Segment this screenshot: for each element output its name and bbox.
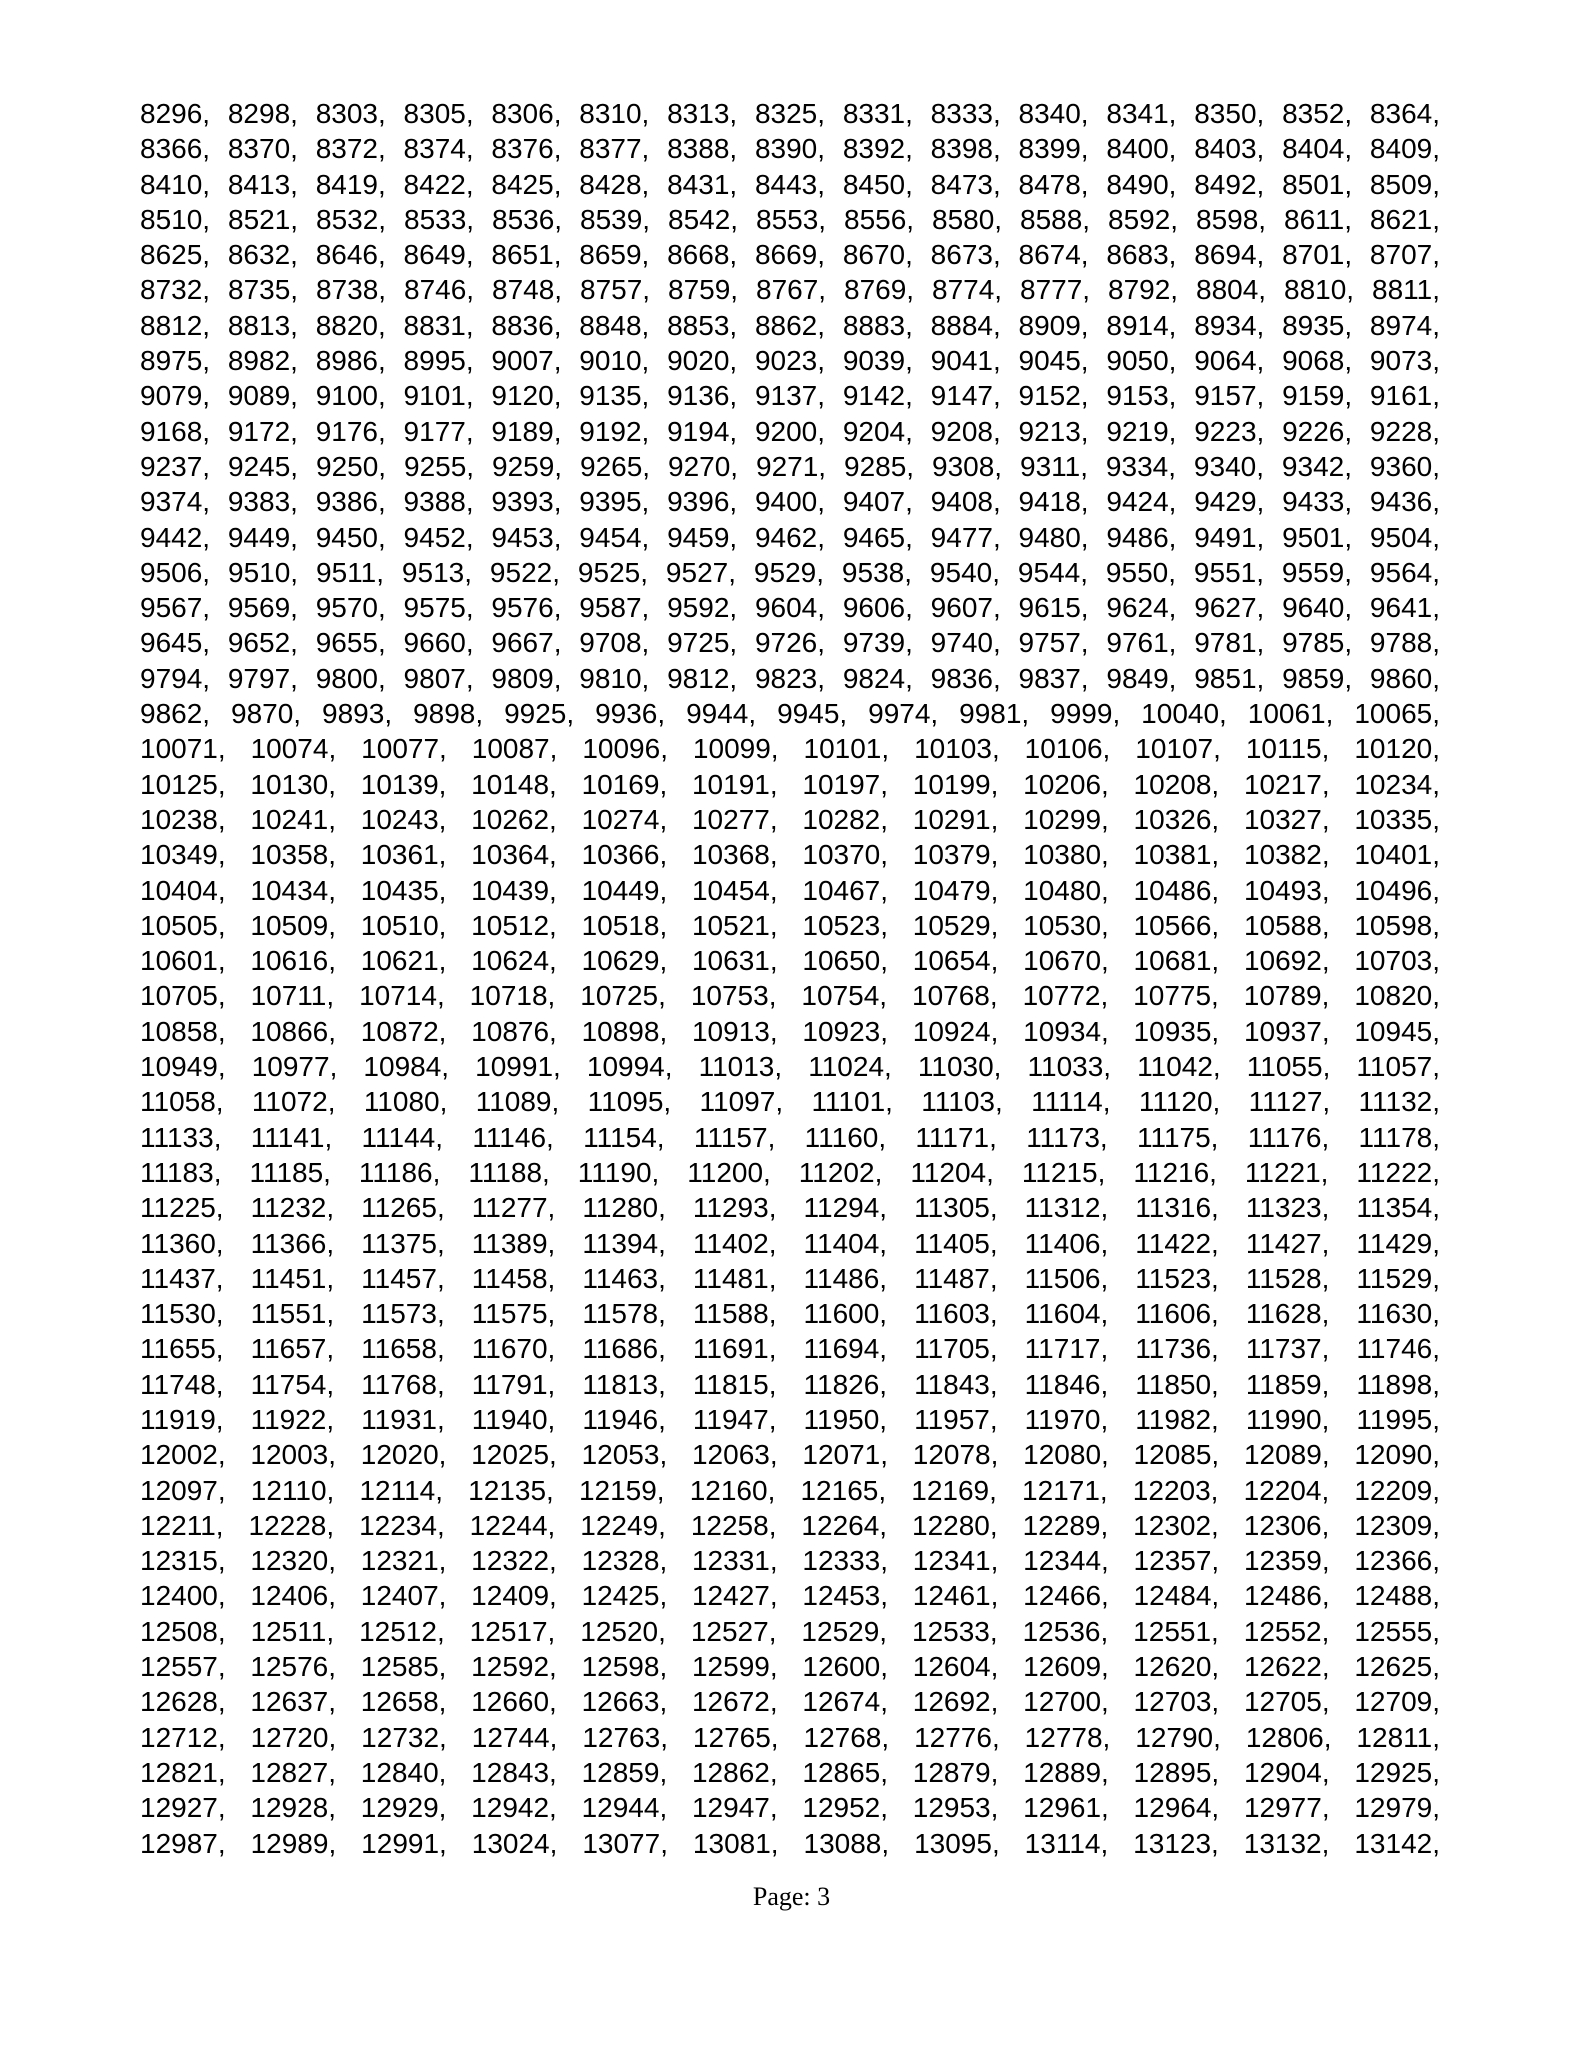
number-line: 11530, 11551, 11573, 11575, 11578, 11588, 11600, 11603, 11604, 11606, 11628, 11630, xyxy=(140,1298,1440,1330)
number-line: 9862, 9870, 9893, 9898, 9925, 9936, 9944, 9945, 9974, 9981, 9999, 10040, 10061, 10065, xyxy=(140,698,1440,730)
number-line: 8366, 8370, 8372, 8374, 8376, 8377, 8388, 8390, 8392, 8398, 8399, 8400, 8403, 8404, 8409, xyxy=(140,133,1440,165)
number-line: 12508, 12511, 12512, 12517, 12520, 12527, 12529, 12533, 12536, 12551, 12552, 12555, xyxy=(140,1615,1440,1647)
number-line: 12211, 12228, 12234, 12244, 12249, 12258, 12264, 12280, 12289, 12302, 12306, 12309, xyxy=(140,1509,1440,1541)
number-line: 9645, 9652, 9655, 9660, 9667, 9708, 9725, 9726, 9739, 9740, 9757, 9761, 9781, 9785, 9788, xyxy=(140,627,1440,659)
number-line: 8975, 8982, 8986, 8995, 9007, 9010, 9020, 9023, 9039, 9041, 9045, 9050, 9064, 9068, 9073, xyxy=(140,345,1440,377)
number-line: 12987, 12989, 12991, 13024, 13077, 13081, 13088, 13095, 13114, 13123, 13132, 13142, xyxy=(140,1827,1440,1859)
number-line: 8625, 8632, 8646, 8649, 8651, 8659, 8668, 8669, 8670, 8673, 8674, 8683, 8694, 8701, 8707, xyxy=(140,239,1440,271)
number-line: 12097, 12110, 12114, 12135, 12159, 12160, 12165, 12169, 12171, 12203, 12204, 12209, xyxy=(140,1474,1440,1506)
number-line: 10858, 10866, 10872, 10876, 10898, 10913, 10923, 10924, 10934, 10935, 10937, 10945, xyxy=(140,1015,1440,1047)
number-line: 9237, 9245, 9250, 9255, 9259, 9265, 9270, 9271, 9285, 9308, 9311, 9334, 9340, 9342, 9360, xyxy=(140,450,1440,482)
number-line: 12315, 12320, 12321, 12322, 12328, 12331, 12333, 12341, 12344, 12357, 12359, 12366, xyxy=(140,1545,1440,1577)
number-line: 12628, 12637, 12658, 12660, 12663, 12672, 12674, 12692, 12700, 12703, 12705, 12709, xyxy=(140,1686,1440,1718)
number-line: 12400, 12406, 12407, 12409, 12425, 12427, 12453, 12461, 12466, 12484, 12486, 12488, xyxy=(140,1580,1440,1612)
number-line: 10238, 10241, 10243, 10262, 10274, 10277, 10282, 10291, 10299, 10326, 10327, 10335, xyxy=(140,803,1440,835)
number-line: 11919, 11922, 11931, 11940, 11946, 11947, 11950, 11957, 11970, 11982, 11990, 11995, xyxy=(140,1403,1440,1435)
number-line: 12712, 12720, 12732, 12744, 12763, 12765, 12768, 12776, 12778, 12790, 12806, 12811, xyxy=(140,1721,1440,1753)
number-line: 8296, 8298, 8303, 8305, 8306, 8310, 8313, 8325, 8331, 8333, 8340, 8341, 8350, 8352, 8364, xyxy=(140,98,1440,129)
number-line: 11748, 11754, 11768, 11791, 11813, 11815, 11826, 11843, 11846, 11850, 11859, 11898, xyxy=(140,1368,1440,1400)
number-line: 8410, 8413, 8419, 8422, 8425, 8428, 8431, 8443, 8450, 8473, 8478, 8490, 8492, 8501, 8509, xyxy=(140,168,1440,200)
number-line: 10071, 10074, 10077, 10087, 10096, 10099, 10101, 10103, 10106, 10107, 10115, 10120, xyxy=(140,733,1440,765)
number-line: 9567, 9569, 9570, 9575, 9576, 9587, 9592, 9604, 9606, 9607, 9615, 9624, 9627, 9640, 9641, xyxy=(140,592,1440,624)
number-line: 10949, 10977, 10984, 10991, 10994, 11013, 11024, 11030, 11033, 11042, 11055, 11057, xyxy=(140,1051,1440,1083)
number-line: 10349, 10358, 10361, 10364, 10366, 10368, 10370, 10379, 10380, 10381, 10382, 10401, xyxy=(140,839,1440,871)
number-line: 11655, 11657, 11658, 11670, 11686, 11691, 11694, 11705, 11717, 11736, 11737, 11746, xyxy=(140,1333,1440,1365)
number-line: 11225, 11232, 11265, 11277, 11280, 11293, 11294, 11305, 11312, 11316, 11323, 11354, xyxy=(140,1192,1440,1224)
number-line: 9374, 9383, 9386, 9388, 9393, 9395, 9396, 9400, 9407, 9408, 9418, 9424, 9429, 9433, 9436, xyxy=(140,486,1440,518)
number-line: 9168, 9172, 9176, 9177, 9189, 9192, 9194, 9200, 9204, 9208, 9213, 9219, 9223, 9226, 9228, xyxy=(140,415,1440,447)
number-line: 11437, 11451, 11457, 11458, 11463, 11481, 11486, 11487, 11506, 11523, 11528, 11529, xyxy=(140,1262,1440,1294)
number-line: 9442, 9449, 9450, 9452, 9453, 9454, 9459, 9462, 9465, 9477, 9480, 9486, 9491, 9501, 9504, xyxy=(140,521,1440,553)
number-line: 10505, 10509, 10510, 10512, 10518, 10521, 10523, 10529, 10530, 10566, 10588, 10598, xyxy=(140,909,1440,941)
number-line: 8510, 8521, 8532, 8533, 8536, 8539, 8542, 8553, 8556, 8580, 8588, 8592, 8598, 8611, 8621, xyxy=(140,203,1440,235)
number-line: 12557, 12576, 12585, 12592, 12598, 12599, 12600, 12604, 12609, 12620, 12622, 12625, xyxy=(140,1651,1440,1683)
number-line: 10705, 10711, 10714, 10718, 10725, 10753, 10754, 10768, 10772, 10775, 10789, 10820, xyxy=(140,980,1440,1012)
number-line: 10404, 10434, 10435, 10439, 10449, 10454, 10467, 10479, 10480, 10486, 10493, 10496, xyxy=(140,874,1440,906)
number-line: 12927, 12928, 12929, 12942, 12944, 12947, 12952, 12953, 12961, 12964, 12977, 12979, xyxy=(140,1792,1440,1824)
number-line: 11058, 11072, 11080, 11089, 11095, 11097, 11101, 11103, 11114, 11120, 11127, 11132, xyxy=(140,1086,1440,1118)
number-line: 10601, 10616, 10621, 10624, 10629, 10631, 10650, 10654, 10670, 10681, 10692, 10703, xyxy=(140,945,1440,977)
number-line: 11360, 11366, 11375, 11389, 11394, 11402, 11404, 11405, 11406, 11422, 11427, 11429, xyxy=(140,1227,1440,1259)
number-line: 11133, 11141, 11144, 11146, 11154, 11157, 11160, 11171, 11173, 11175, 11176, 11178, xyxy=(140,1121,1440,1153)
number-line: 12821, 12827, 12840, 12843, 12859, 12862, 12865, 12879, 12889, 12895, 12904, 12925, xyxy=(140,1756,1440,1788)
number-line: 9794, 9797, 9800, 9807, 9809, 9810, 9812, 9823, 9824, 9836, 9837, 9849, 9851, 9859, 9860, xyxy=(140,662,1440,694)
number-line: 12002, 12003, 12020, 12025, 12053, 12063, 12071, 12078, 12080, 12085, 12089, 12090, xyxy=(140,1439,1440,1471)
number-line: 8732, 8735, 8738, 8746, 8748, 8757, 8759, 8767, 8769, 8774, 8777, 8792, 8804, 8810, 8811, xyxy=(140,274,1440,306)
page-number: Page: 3 xyxy=(752,1882,831,1911)
number-line: 11183, 11185, 11186, 11188, 11190, 11200, 11202, 11204, 11215, 11216, 11221, 11222, xyxy=(140,1156,1440,1188)
number-list xyxy=(140,96,1440,1861)
number-line: 10125, 10130, 10139, 10148, 10169, 10191, 10197, 10199, 10206, 10208, 10217, 10234, xyxy=(140,768,1440,800)
number-line: 8812, 8813, 8820, 8831, 8836, 8848, 8853, 8862, 8883, 8884, 8909, 8914, 8934, 8935, 8974, xyxy=(140,309,1440,341)
number-line: 9506, 9510, 9511, 9513, 9522, 9525, 9527, 9529, 9538, 9540, 9544, 9550, 9551, 9559, 9564, xyxy=(140,556,1440,588)
number-line: 9079, 9089, 9100, 9101, 9120, 9135, 9136, 9137, 9142, 9147, 9152, 9153, 9157, 9159, 9161, xyxy=(140,380,1440,412)
